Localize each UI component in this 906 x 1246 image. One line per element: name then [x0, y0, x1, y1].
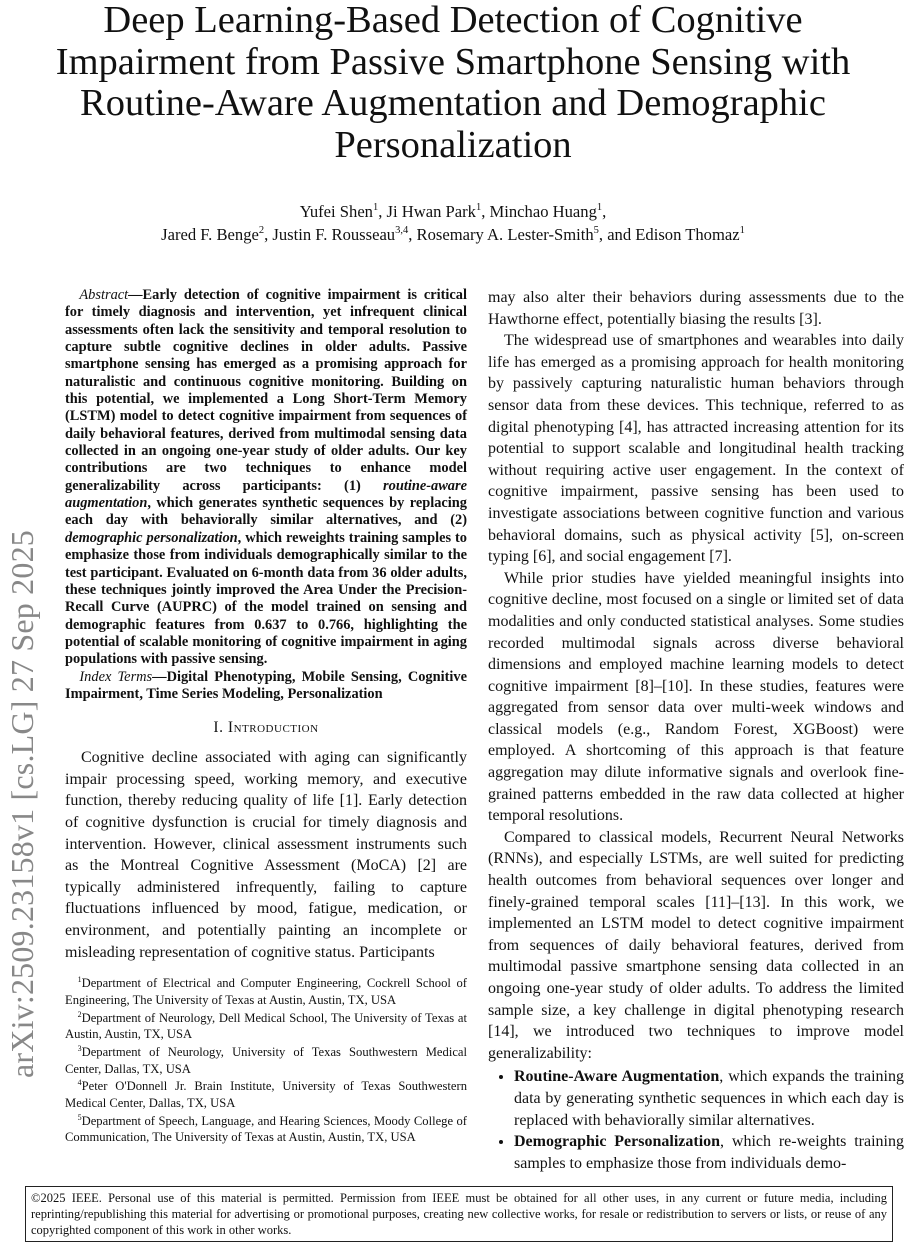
affiliation-mark: 1	[596, 202, 603, 213]
abstract-emphasis: demographic personalization	[65, 529, 238, 546]
list-item-title: Demographic Personalization	[514, 1133, 721, 1151]
arxiv-stamp: arXiv:2509.23158v1 [cs.LG] 27 Sep 2025	[4, 530, 40, 1078]
author: Jared F. Benge	[161, 225, 259, 244]
body-paragraph: may also alter their behaviors during assessments due to the Hawthorne effect, potentially biasing the results [3].	[488, 289, 904, 328]
footnote	[65, 1010, 467, 1043]
abstract-text: , which reweights training samples to emphasize those from individuals demographically similar to the test participant. Evaluated on 6-month data from 36 older adults, these techniques jointly improved the Area Under the Precision-Recall Curve (AUPRC) of the model trained on sensing and demographic features from 0.637 to 0.766, highlighting the potential of scalable monitoring of cognitive impairment in aging populations with passive sensing.	[65, 529, 468, 668]
list-item-text: , which expands the training data by generating synthetic sequences in which each day is replaced with behaviorally similar alternatives.	[514, 1068, 904, 1129]
title-line: Impairment from Passive Smartphone Sensing with	[55, 40, 851, 83]
footnote-text: Department of Speech, Language, and Hearing Sciences, Moody College of Communication, The University of Texas at Austin, Austin, TX, USA	[65, 1113, 467, 1145]
list-item-title: Routine-Aware Augmentation	[514, 1068, 720, 1086]
author-line-2: Jared F. Benge$^2$, Justin F. Rousseau$^{3,4}$, Rosemary A. Lester-Smith$^5$, and Edison Thomaz$^1$	[161, 225, 745, 244]
section-title: Introduction	[227, 719, 319, 737]
footnote	[65, 1113, 467, 1146]
author: Justin F. Rousseau	[272, 225, 396, 244]
footnote	[65, 1044, 467, 1077]
footnote-mark: 2	[77, 1009, 82, 1019]
author: Rosemary A. Lester-Smith	[416, 225, 594, 244]
title-line: Deep Learning-Based Detection of Cognitive	[103, 0, 803, 41]
affiliation-mark: 2	[258, 225, 265, 236]
section-heading-introduction	[65, 719, 467, 737]
affiliation-mark: 3,4	[395, 225, 409, 236]
author-line-1: Yufei Shen$^1$, Ji Hwan Park$^1$, Minchao Huang$^1$,	[299, 202, 607, 221]
footnote-mark: 5	[77, 1112, 82, 1122]
section-number: I.	[213, 719, 224, 737]
list-item	[514, 1066, 904, 1131]
affiliation-mark: 1	[372, 202, 379, 213]
affiliation-footnotes	[65, 975, 467, 1146]
footnote-text: Department of Electrical and Computer Engineering, Cockrell School of Engineering, The University of Texas at Austin, Austin, TX, USA	[65, 976, 467, 1007]
right-column	[488, 287, 904, 1174]
affiliation-mark: 1	[475, 202, 482, 213]
index-terms	[65, 669, 467, 704]
abstract-emphasis: routine-aware augmentation	[65, 477, 467, 512]
footnote	[65, 975, 467, 1008]
author: and Edison Thomaz	[607, 225, 740, 244]
intro-paragraph: Cognitive decline associated with aging can significantly impair processing speed, working memory, and executive function, thereby reducing quality of life [1]. Early detection of cognitive dysfunction is crucial for timely diagnosis and intervention. However, clinical assessment instruments such as the Montreal Cognitive Assessment (MoCA) [2] are typically administered infrequently, failing to capture fluctuations influenced by mood, fatigue, medication, or environment, and potentially painting an incomplete or misleading representation of cognitive status. Participants	[65, 749, 467, 961]
footnote-text: Department of Neurology, University of Texas Southwestern Medical Center, Dallas, TX, USA	[65, 1044, 467, 1076]
author: Yufei Shen	[299, 202, 373, 221]
body-paragraph: While prior studies have yielded meaningful insights into cognitive decline, most focused on a single or limited set of data modalities and only conducted statistical analyses. Some studies recorded multimodal signals across diverse behavioral dimensions and employed machine learning models to detect cognitive impairment [8]–[10]. In these studies, features were aggregated from sensor data over multi-week windows and classical models (e.g., Random Forest, XGBoost) were employed. A shortcoming of this approach is that feature aggregation may dilute informative signals and overlook fine-grained patterns embedded in the raw data collected at higher temporal resolutions.	[488, 569, 904, 825]
index-terms-text: —Digital Phenotyping, Mobile Sensing, Cognitive Impairment, Time Series Modeling, Personalization	[65, 668, 467, 702]
footnote-text: Peter O'Donnell Jr. Brain Institute, University of Texas Southwestern Medical Center, Dallas, TX, USA	[65, 1079, 467, 1110]
left-column	[65, 287, 467, 1147]
footnote-text: Department of Neurology, Dell Medical School, The University of Texas at Austin, Austin, TX, USA	[65, 1010, 467, 1042]
author: Minchao Huang	[489, 202, 597, 221]
abstract-text: —Early detection of cognitive impairment is critical for timely diagnosis and intervention, yet infrequent clinical assessments often lack the sensitivity and temporal resolution to capture subtle cognitive declines in older adults. Passive smartphone sensing has emerged as a promising approach for naturalistic and continuous cognitive monitoring. Building on this potential, we implemented a Long Short-Term Memory (LSTM) model to detect cognitive impairment from sequences of daily behavioral features, derived from multimodal sensing data collected in an ongoing one-year study of older adults. Our key contributions are two techniques to enhance model generalizability across participants: (1)	[65, 287, 467, 494]
abstract-label: Abstract	[79, 287, 129, 303]
footnote-mark: 1	[77, 975, 82, 985]
footnote-mark: 4	[77, 1078, 82, 1088]
list-item	[514, 1131, 904, 1174]
footnote	[65, 1078, 467, 1111]
body-paragraph: Compared to classical models, Recurrent Neural Networks (RNNs), and especially LSTMs, are well suited for predicting health outcomes from behavioral sequences over longer and finely-grained temporal scales [11]–[13]. In this work, we implemented an LSTM model to detect cognitive impairment from sequences of daily behavioral features, derived from multimodal passive smartphone sensing data collected in an ongoing one-year study of older adults. To address the limited sample size, a key challenge in digital phenotyping research [14], we introduced two techniques to improve model generalizability:	[488, 828, 904, 1062]
title-line: Routine-Aware Augmentation and Demographic	[80, 82, 826, 124]
abstract-text: , which generates synthetic sequences by replacing each day with behaviorally similar alternatives, and (2)	[65, 495, 467, 529]
body-paragraph: The widespread use of smartphones and wearables into daily life has emerged as a promising approach for health monitoring by passively capturing naturalistic human behaviors through sensor data from these devices. This technique, referred to as digital phenotyping [4], has attracted increasing attention for its potential to support scalable and longitudinal health tracking without requiring active user engagement. In the context of cognitive impairment, passive sensing has been used to investigate associations between cognitive function and various behavioral domains, such as physical activity [5], on-screen typing [6], and social engagement [7].	[488, 332, 904, 566]
copyright-notice: ©2025 IEEE. Personal use of this material is permitted. Permission from IEEE must be obtained for all other uses, in any current or future media, including reprinting/republishing this material for advertising or promotional purposes, creating new collective works, for resale or redistribution to servers or lists, or reuse of any copyrighted component of this work in other works.	[25, 1186, 893, 1242]
footnote-mark: 3	[77, 1043, 82, 1053]
affiliation-mark: 1	[739, 225, 745, 236]
title-line: Personalization	[334, 123, 572, 166]
abstract	[65, 287, 467, 669]
author: Ji Hwan Park	[386, 202, 476, 221]
contribution-list	[488, 1066, 904, 1174]
index-terms-label: Index Terms	[79, 668, 153, 685]
list-item-text: , which re-weights training samples to emphasize those from individuals demo-	[514, 1133, 904, 1172]
affiliation-mark: 5	[593, 225, 599, 236]
